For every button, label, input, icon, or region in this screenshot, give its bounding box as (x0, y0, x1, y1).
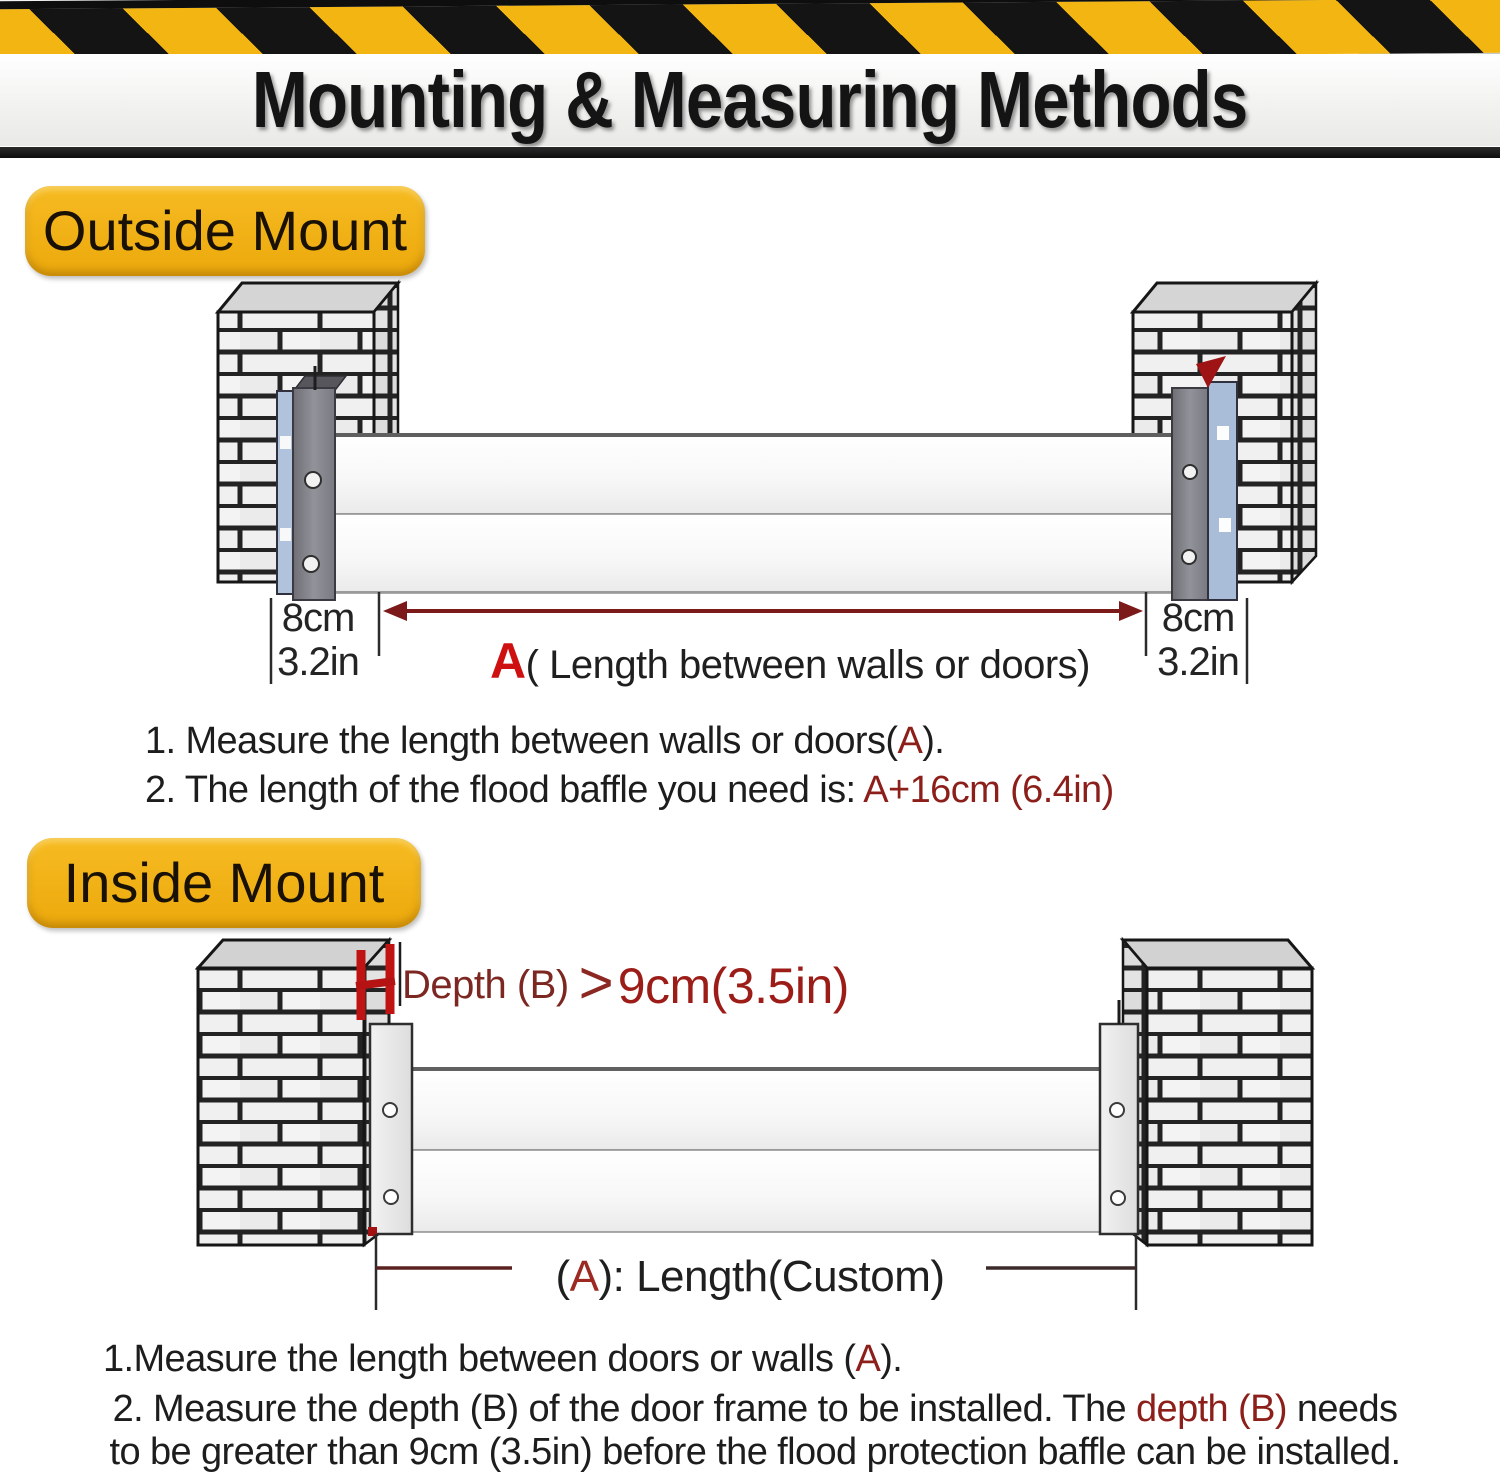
inside-flood-barrier (400, 1068, 1112, 1232)
outside-right-channel (1172, 388, 1208, 600)
inside-mount-badge: Inside Mount (27, 838, 421, 928)
offset-in: 3.2in (1157, 640, 1239, 684)
page-title: Mounting & Measuring Methods (252, 55, 1248, 144)
outside-flood-barrier (322, 434, 1185, 593)
inside-right-channel (1100, 1000, 1138, 1234)
offset-in: 3.2in (277, 640, 359, 684)
span-a: A (490, 633, 526, 689)
screw-hole (305, 472, 321, 488)
inside-depth-label: Depth (B) > 9cm(3.5in) (402, 949, 849, 1016)
outside-instruction-2: 2. The length of the flood baffle you need is: A+16cm (6.4in) (145, 769, 1114, 811)
offset-cm: 8cm (1161, 596, 1235, 640)
offset-cm: 8cm (281, 596, 355, 640)
inside-right-pillar (1123, 940, 1312, 1245)
arrowhead-right-icon (1119, 601, 1143, 621)
arrowhead-left-icon (383, 601, 407, 621)
screw-hole (1111, 1191, 1125, 1205)
screw-hole (383, 1103, 397, 1117)
outside-instruction-1: 1. Measure the length between walls or doors(A). (145, 720, 945, 762)
outside-left-offset-label (262, 596, 374, 684)
span-rest: ( Length between walls or doors) (525, 643, 1090, 687)
outside-mount-badge: Outside Mount (25, 186, 425, 276)
screw-hole (303, 556, 319, 572)
screw-hole (1182, 550, 1196, 564)
inside-instruction-2: 2. Measure the depth (B) of the door frame to be installed. The depth (B) needs to be greater than 9cm (3.5in) before the flood protection baffle can be installed. (109, 1388, 1401, 1473)
outside-span-label (420, 632, 1160, 690)
outside-right-seal-strip (1208, 382, 1237, 600)
inside-left-channel (368, 1002, 412, 1236)
inside-span-label: (A): Length(Custom) (555, 1252, 945, 1301)
inside-instruction-1: 1.Measure the length between doors or walls (A). (103, 1338, 903, 1380)
screw-hole (1110, 1103, 1124, 1117)
screw-hole (384, 1190, 398, 1204)
screw-hole (1183, 465, 1197, 479)
